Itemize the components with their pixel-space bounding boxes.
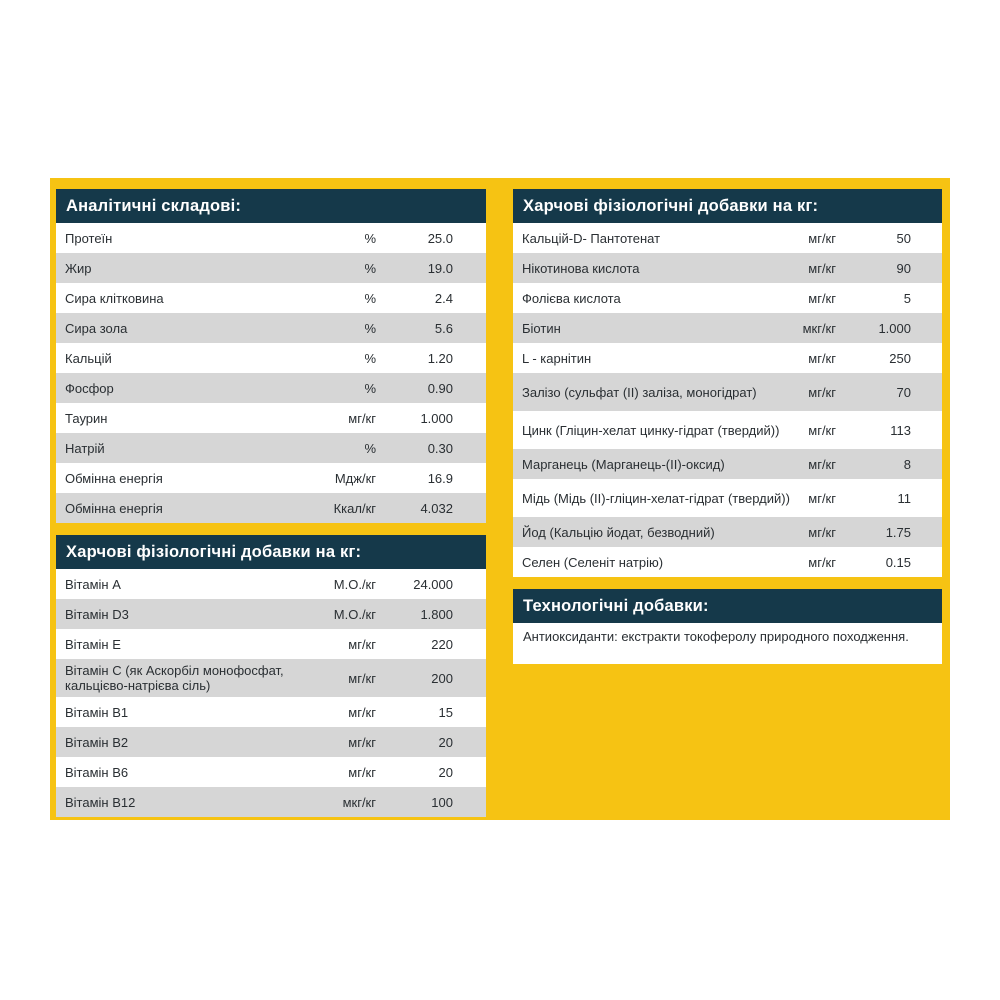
row-name: L - карнітин (522, 350, 592, 366)
row-unit: М.О./кг (333, 576, 376, 592)
table-row (513, 253, 942, 283)
row-name: Вітамін В2 (65, 734, 129, 750)
row-value: 16.9 (427, 470, 453, 486)
row-value: 1.75 (885, 524, 911, 540)
row-value: 50 (896, 230, 911, 246)
nutritional-additives-table (513, 189, 942, 577)
row-value: 1.800 (420, 606, 453, 622)
table-row (513, 547, 942, 577)
row-name: Протеїн (65, 230, 113, 246)
row-unit: % (364, 290, 376, 306)
table-row (56, 253, 486, 283)
row-unit: мг/кг (348, 636, 376, 652)
row-value: 24.000 (413, 576, 453, 592)
row-value: 113 (890, 422, 911, 438)
table-row (513, 449, 942, 479)
row-unit: % (364, 320, 376, 336)
row-name: Вітамін D3 (65, 606, 129, 622)
table-row (513, 283, 942, 313)
table-row (56, 433, 486, 463)
table-row (56, 727, 486, 757)
row-value: 1.20 (427, 350, 453, 366)
table-row (56, 629, 486, 659)
row-unit: мкг/кг (342, 794, 376, 810)
row-value: 0.15 (885, 554, 911, 570)
row-name: Мідь (Мідь (II)-гліцин-хелат-гідрат (твердий)) (522, 490, 790, 506)
row-name: Залізо (сульфат (II) заліза, моногідрат) (522, 384, 757, 400)
technological-additives-table (513, 589, 942, 664)
row-name: Селен (Селеніт натрію) (522, 554, 664, 570)
table-row (56, 697, 486, 727)
table-row (56, 283, 486, 313)
row-unit: % (364, 350, 376, 366)
table-title: Харчові фізіологічні добавки на кг: (56, 535, 486, 569)
table-title: Аналітичні складові: (56, 189, 486, 223)
row-name: Марганець (Марганець-(II)-оксид) (522, 456, 725, 472)
row-unit: Мдж/кг (334, 470, 376, 486)
row-value: 20 (438, 734, 453, 750)
row-name: Обмінна енергія (65, 500, 163, 516)
row-value: 0.90 (427, 380, 453, 396)
row-unit: мг/кг (808, 350, 836, 366)
table-row (513, 479, 942, 517)
row-value: 15 (438, 704, 453, 720)
row-name: Обмінна енергія (65, 470, 163, 486)
row-value: 4.032 (420, 500, 453, 516)
row-value: 5.6 (434, 320, 453, 336)
row-unit: мг/кг (348, 410, 376, 426)
row-unit: мг/кг (808, 422, 836, 438)
row-unit: мг/кг (808, 456, 836, 472)
table-row (56, 757, 486, 787)
row-value: 250 (889, 350, 911, 366)
table-row (56, 569, 486, 599)
row-name: Сира клітковина (65, 290, 164, 306)
row-value: 0.30 (427, 440, 453, 456)
analytical-components-table (56, 189, 486, 523)
table-row (56, 493, 486, 523)
row-name: Фолієва кислота (522, 290, 621, 306)
row-unit: мг/кг (808, 230, 836, 246)
row-value: 5 (903, 290, 911, 306)
row-value: 100 (431, 794, 453, 810)
vitamins-table (56, 535, 486, 817)
table-title: Харчові фізіологічні добавки на кг: (513, 189, 942, 223)
row-value: 25.0 (427, 230, 453, 246)
row-name: Вітамін А (65, 576, 121, 592)
table-row (513, 373, 942, 411)
table-row (56, 599, 486, 629)
row-name: Фосфор (65, 380, 114, 396)
row-value: 220 (431, 636, 453, 652)
row-unit: мг/кг (808, 260, 836, 276)
row-name: Цинк (Гліцин-хелат цинку-гідрат (твердий)) (522, 422, 780, 438)
row-value: 2.4 (434, 290, 453, 306)
row-unit: Ккал/кг (333, 500, 376, 516)
row-value: 200 (431, 670, 453, 686)
row-unit: мг/кг (808, 290, 836, 306)
row-name: Кальцій-D- Пантотенат (522, 230, 661, 246)
row-value: 1.000 (420, 410, 453, 426)
row-name: Нікотинова кислота (522, 260, 640, 276)
row-unit: мг/кг (348, 764, 376, 780)
table-row (56, 373, 486, 403)
row-unit: мг/кг (348, 704, 376, 720)
table-row (513, 223, 942, 253)
row-name: Вітамін В6 (65, 764, 129, 780)
row-unit: мг/кг (808, 490, 836, 506)
table-row (513, 313, 942, 343)
row-value: 19.0 (427, 260, 453, 276)
row-unit: М.О./кг (333, 606, 376, 622)
row-name: Вітамін Е (65, 636, 121, 652)
row-unit: мг/кг (348, 670, 376, 686)
row-name: Сира зола (65, 320, 128, 336)
table-row (56, 313, 486, 343)
row-name: Натрій (65, 440, 105, 456)
row-name: Кальцій (65, 350, 112, 366)
row-unit: мг/кг (808, 554, 836, 570)
table-row (56, 463, 486, 493)
table-row (56, 343, 486, 373)
row-unit: % (364, 380, 376, 396)
row-unit: мг/кг (348, 734, 376, 750)
row-name: Біотин (522, 320, 561, 336)
row-name: Вітамін В1 (65, 704, 129, 720)
row-name: Йод (Кальцію йодат, безводний) (522, 524, 715, 540)
row-value: 20 (438, 764, 453, 780)
table-row (56, 787, 486, 817)
table-row (513, 517, 942, 547)
row-value: 11 (897, 490, 911, 506)
row-value: 8 (903, 456, 911, 472)
table-row (56, 659, 486, 697)
table-row (56, 403, 486, 433)
row-name: Вітамін С (як Аскорбіл монофосфат, кальцієво-натрієва сіль) (65, 663, 284, 693)
table-row (56, 223, 486, 253)
row-name: Жир (65, 260, 92, 276)
table-row (513, 343, 942, 373)
row-unit: % (364, 230, 376, 246)
row-unit: мкг/кг (802, 320, 836, 336)
table-row (513, 411, 942, 449)
row-value: 90 (896, 260, 911, 276)
row-unit: % (364, 440, 376, 456)
row-name: Вітамін В12 (65, 794, 136, 810)
row-value: 1.000 (878, 320, 911, 336)
row-unit: % (364, 260, 376, 276)
row-unit: мг/кг (808, 524, 836, 540)
row-value: 70 (896, 384, 911, 400)
technological-additives-text: Антиоксиданти: екстракти токоферолу природного походження. (523, 629, 909, 644)
table-title: Технологічні добавки: (513, 589, 942, 623)
row-name: Таурин (65, 410, 108, 426)
row-unit: мг/кг (808, 384, 836, 400)
